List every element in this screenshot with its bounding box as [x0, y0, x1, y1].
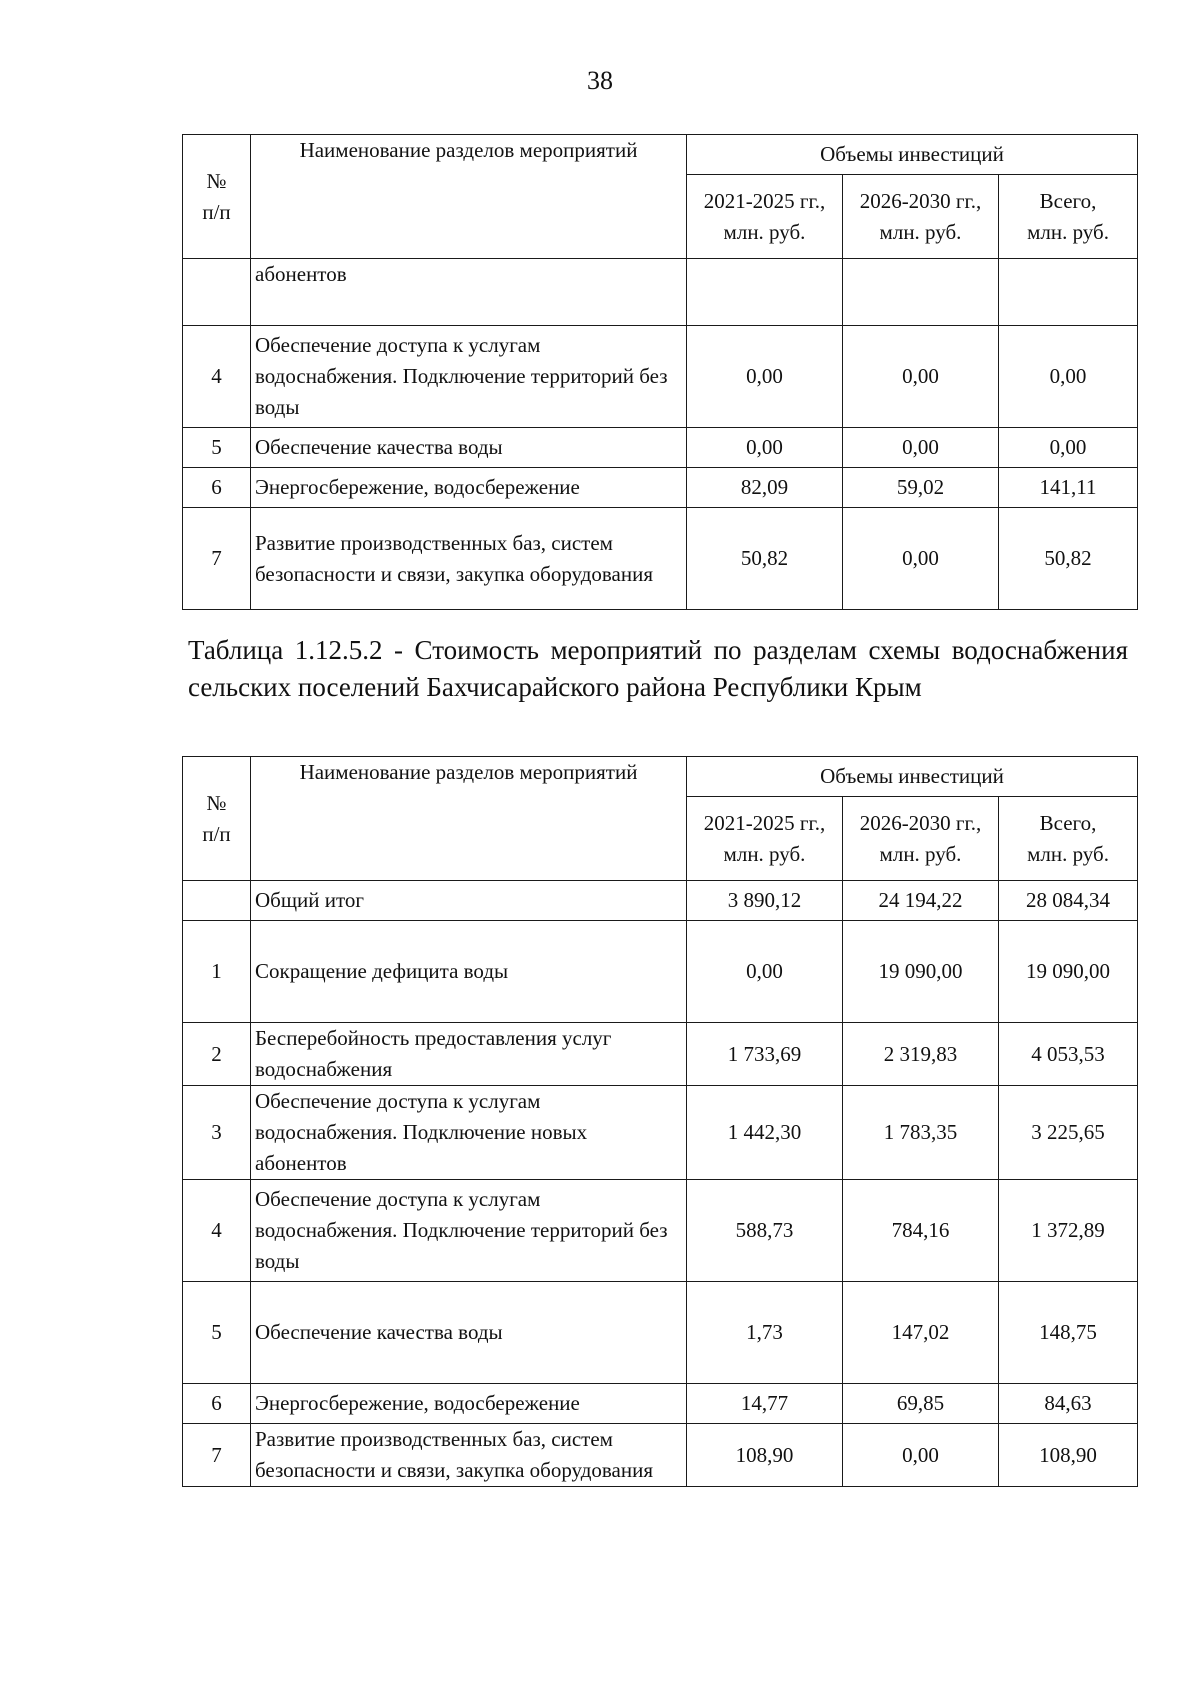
value-2021-2025: 1 442,30	[687, 1086, 843, 1180]
value-total: 108,90	[999, 1424, 1138, 1487]
value-2026-2030: 19 090,00	[843, 921, 999, 1023]
table-row	[183, 259, 1138, 326]
value-2026-2030: 0,00	[843, 508, 999, 610]
value-2026-2030: 69,85	[843, 1384, 999, 1424]
header-col-total: Всего, млн. руб.	[999, 797, 1138, 881]
row-name: абонентов	[251, 259, 687, 326]
table-row	[183, 508, 1138, 610]
table-row	[183, 921, 1138, 1023]
table-row	[183, 1180, 1138, 1282]
value-2021-2025: 1,73	[687, 1282, 843, 1384]
value-2021-2025: 1 733,69	[687, 1023, 843, 1086]
table-caption: Таблица 1.12.5.2 - Стоимость мероприятий по разделам схемы водоснабжения сельских поселений Бахчисарайского района Республики Крым	[188, 635, 1128, 702]
row-name: Обеспечение качества воды	[251, 1282, 687, 1384]
table-row	[183, 326, 1138, 428]
header-num: № п/п	[183, 757, 251, 881]
value-2021-2025	[687, 259, 843, 326]
value-total: 1 372,89	[999, 1180, 1138, 1282]
value-2026-2030: 24 194,22	[843, 881, 999, 921]
header-col-2026-2030: 2026-2030 гг., млн. руб.	[843, 175, 999, 259]
table-row	[183, 1424, 1138, 1487]
value-2021-2025: 3 890,12	[687, 881, 843, 921]
value-2021-2025: 82,09	[687, 468, 843, 508]
value-2021-2025: 0,00	[687, 326, 843, 428]
row-number: 2	[183, 1023, 251, 1086]
row-name: Бесперебойность предоставления услуг водоснабжения	[251, 1023, 687, 1086]
row-name: Обеспечение качества воды	[251, 428, 687, 468]
row-number: 3	[183, 1086, 251, 1180]
header-num: № п/п	[183, 135, 251, 259]
value-total: 84,63	[999, 1384, 1138, 1424]
value-total: 3 225,65	[999, 1086, 1138, 1180]
value-2021-2025: 14,77	[687, 1384, 843, 1424]
header-volumes: Объемы инвестиций	[687, 757, 1138, 797]
table-row	[183, 1023, 1138, 1086]
value-total: 19 090,00	[999, 921, 1138, 1023]
investment-table-continued	[182, 134, 1138, 610]
row-name: Общий итог	[251, 881, 687, 921]
table-row	[183, 468, 1138, 508]
value-2026-2030: 0,00	[843, 326, 999, 428]
row-number: 5	[183, 428, 251, 468]
row-name: Развитие производственных баз, систем безопасности и связи, закупка оборудования	[251, 1424, 687, 1487]
header-col-total: Всего, млн. руб.	[999, 175, 1138, 259]
row-name: Обеспечение доступа к услугам водоснабжения. Подключение территорий без воды	[251, 1180, 687, 1282]
page-number: 38	[587, 66, 613, 95]
row-number: 4	[183, 326, 251, 428]
value-total: 141,11	[999, 468, 1138, 508]
table-row	[183, 428, 1138, 468]
value-total: 50,82	[999, 508, 1138, 610]
header-name: Наименование разделов мероприятий	[251, 757, 687, 881]
value-total: 4 053,53	[999, 1023, 1138, 1086]
value-2026-2030: 59,02	[843, 468, 999, 508]
header-col-2026-2030: 2026-2030 гг., млн. руб.	[843, 797, 999, 881]
header-col-2021-2025: 2021-2025 гг., млн. руб.	[687, 175, 843, 259]
header-volumes: Объемы инвестиций	[687, 135, 1138, 175]
table-row	[183, 1282, 1138, 1384]
value-2021-2025: 50,82	[687, 508, 843, 610]
value-2021-2025: 588,73	[687, 1180, 843, 1282]
row-number: 6	[183, 1384, 251, 1424]
value-2021-2025: 108,90	[687, 1424, 843, 1487]
investment-table-rural	[182, 756, 1138, 1487]
value-2026-2030: 147,02	[843, 1282, 999, 1384]
value-2026-2030: 2 319,83	[843, 1023, 999, 1086]
row-name: Сокращение дефицита воды	[251, 921, 687, 1023]
value-total: 0,00	[999, 326, 1138, 428]
value-total: 28 084,34	[999, 881, 1138, 921]
value-total: 0,00	[999, 428, 1138, 468]
row-number: 1	[183, 921, 251, 1023]
value-2026-2030: 0,00	[843, 1424, 999, 1487]
value-2026-2030: 0,00	[843, 428, 999, 468]
value-2026-2030: 784,16	[843, 1180, 999, 1282]
header-col-2021-2025: 2021-2025 гг., млн. руб.	[687, 797, 843, 881]
row-name: Обеспечение доступа к услугам водоснабжения. Подключение новых абонентов	[251, 1086, 687, 1180]
row-number	[183, 259, 251, 326]
value-2021-2025: 0,00	[687, 921, 843, 1023]
row-number	[183, 881, 251, 921]
row-name: Обеспечение доступа к услугам водоснабжения. Подключение территорий без воды	[251, 326, 687, 428]
row-number: 7	[183, 508, 251, 610]
value-total	[999, 259, 1138, 326]
row-number: 4	[183, 1180, 251, 1282]
row-number: 6	[183, 468, 251, 508]
header-name: Наименование разделов мероприятий	[251, 135, 687, 259]
row-name: Развитие производственных баз, систем безопасности и связи, закупка оборудования	[251, 508, 687, 610]
table-row	[183, 1086, 1138, 1180]
row-name: Энергосбережение, водосбережение	[251, 468, 687, 508]
value-2021-2025: 0,00	[687, 428, 843, 468]
row-number: 7	[183, 1424, 251, 1487]
row-number: 5	[183, 1282, 251, 1384]
total-row	[183, 881, 1138, 921]
value-total: 148,75	[999, 1282, 1138, 1384]
value-2026-2030	[843, 259, 999, 326]
value-2026-2030: 1 783,35	[843, 1086, 999, 1180]
row-name: Энергосбережение, водосбережение	[251, 1384, 687, 1424]
table-row	[183, 1384, 1138, 1424]
